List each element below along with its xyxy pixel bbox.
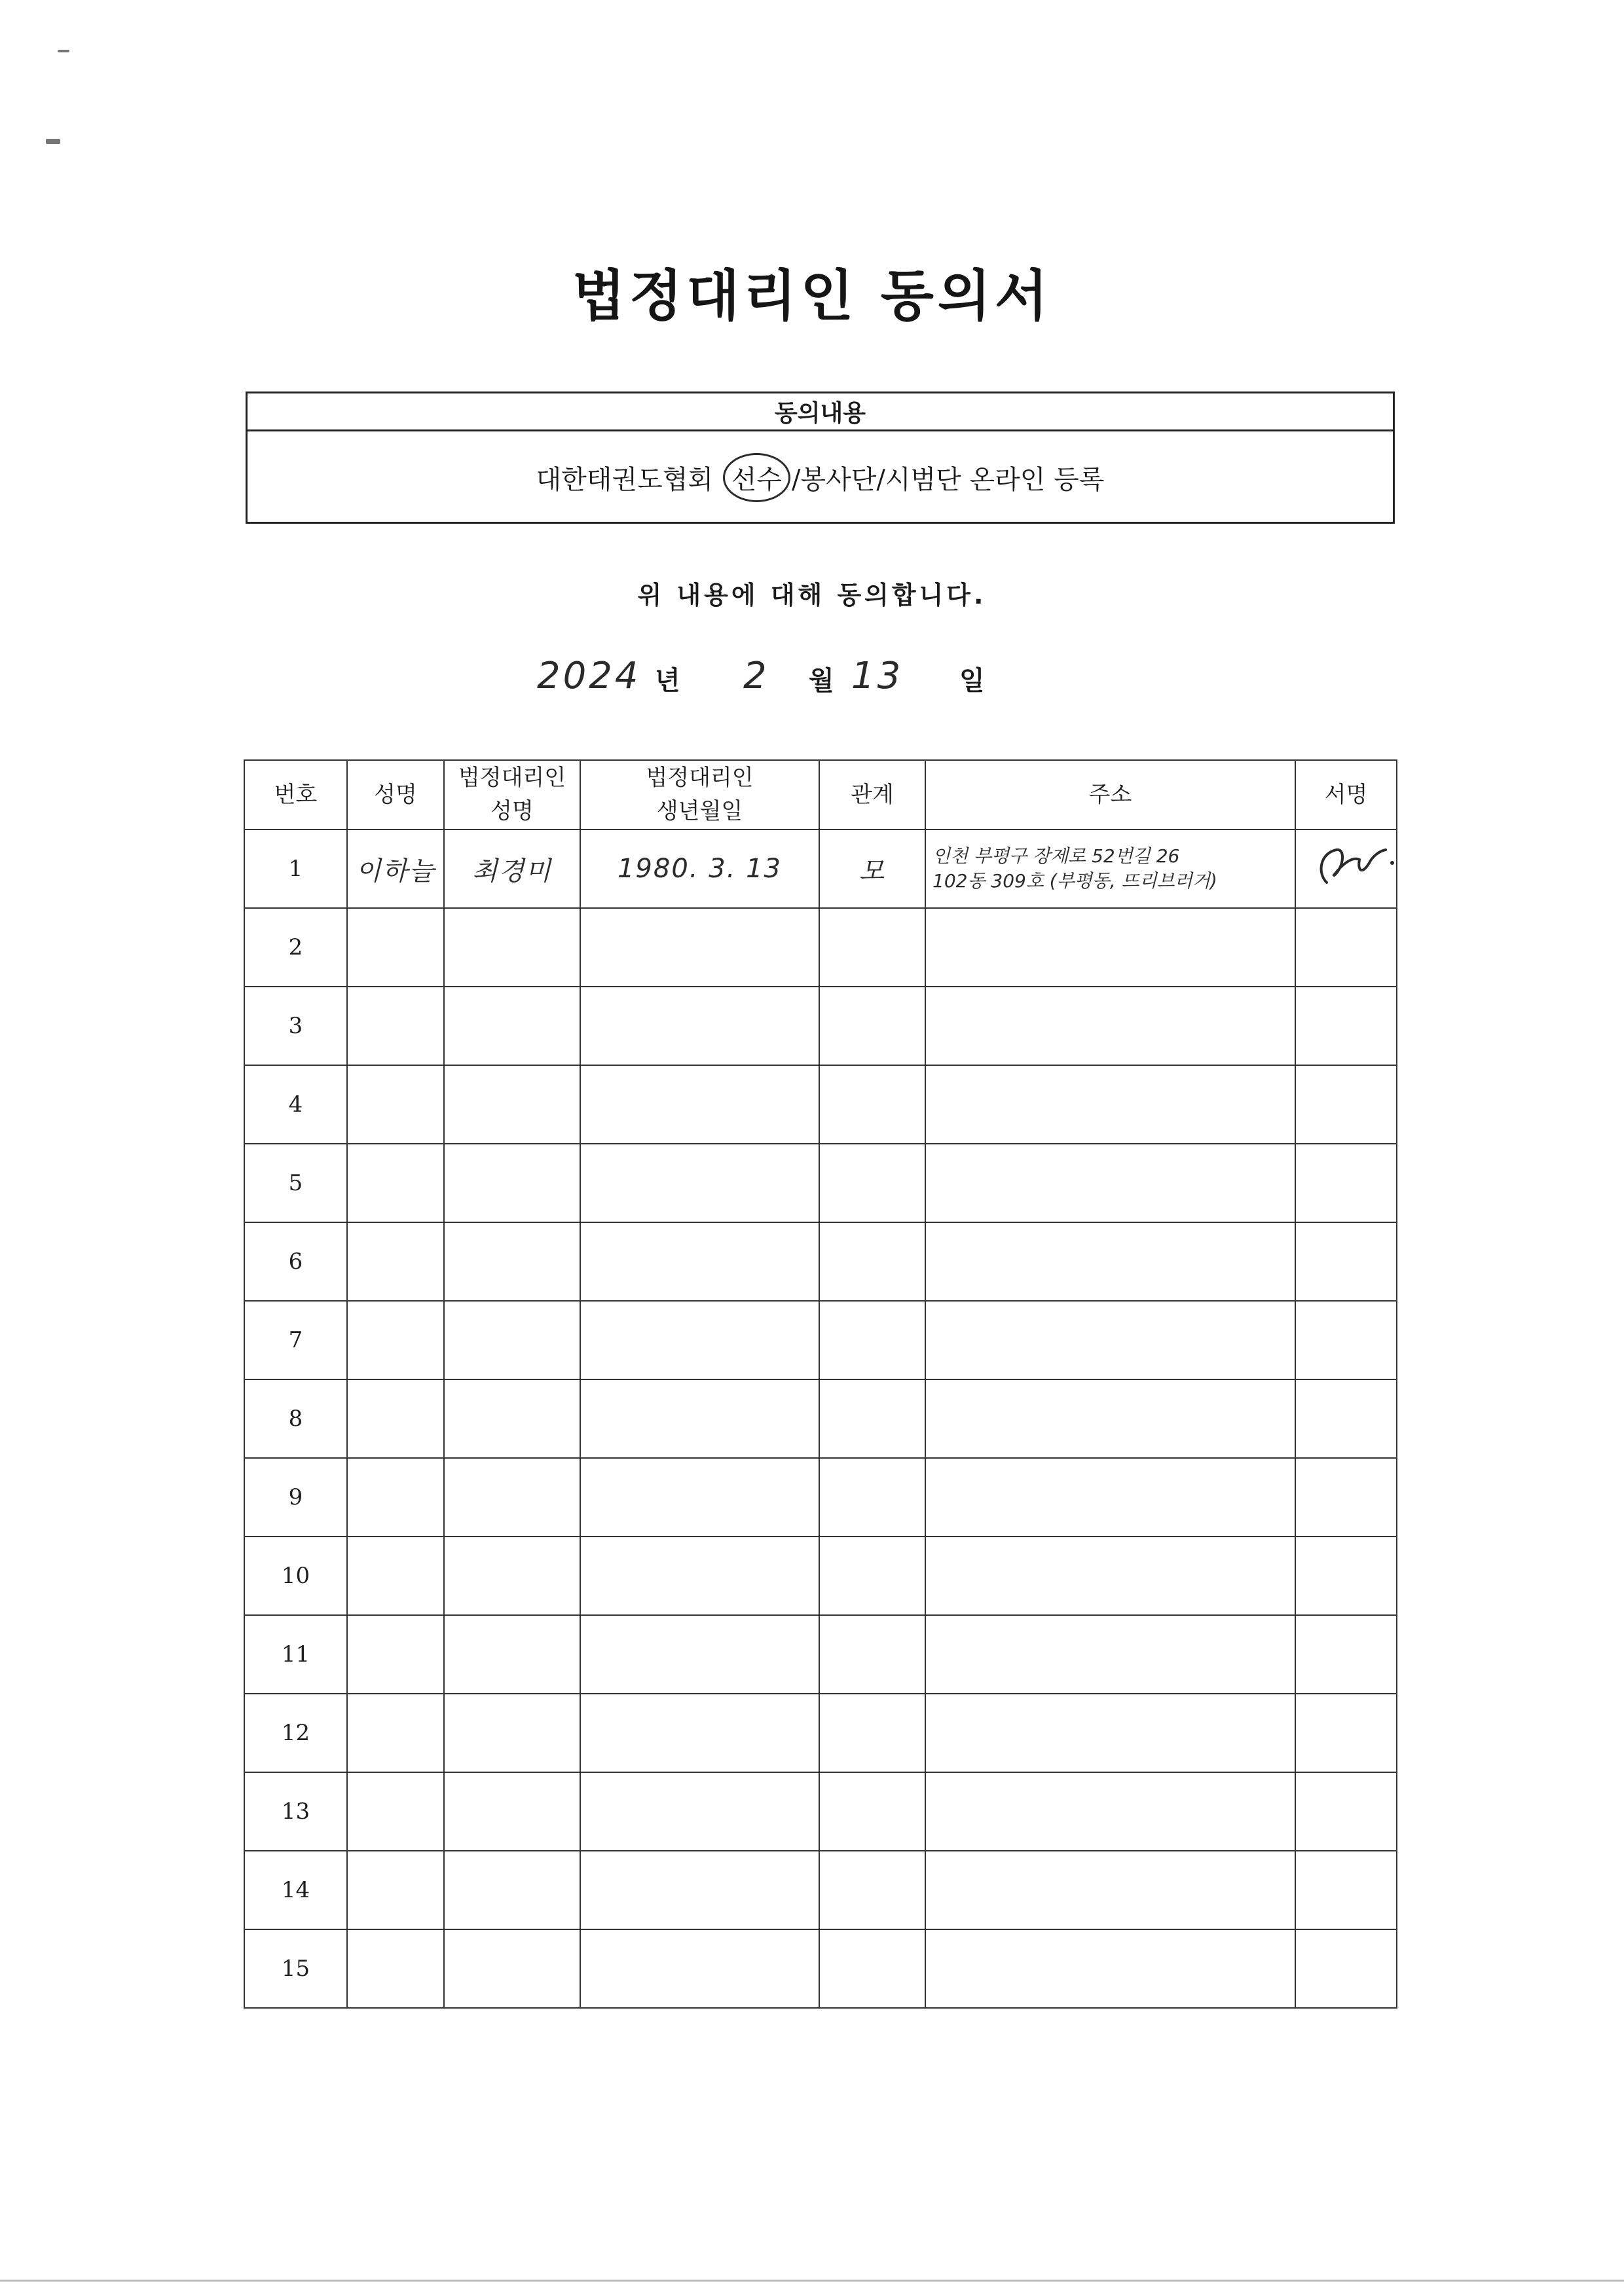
cell-guardian-birth xyxy=(580,1379,819,1458)
header-guardian-birth xyxy=(580,760,819,829)
cell-guardian-birth xyxy=(580,1615,819,1694)
cell-name xyxy=(347,1458,444,1537)
cell-number xyxy=(244,1144,347,1222)
cell-number-value: 1 xyxy=(288,856,303,882)
cell-signature xyxy=(1295,1851,1397,1929)
table-row xyxy=(244,987,1397,1065)
cell-number xyxy=(244,1615,347,1694)
cell-signature xyxy=(1295,1222,1397,1301)
date-year: 2024 xyxy=(537,655,641,697)
table-row xyxy=(244,1851,1397,1929)
cell-guardian-name-value: 최경미 xyxy=(472,856,552,886)
cell-name xyxy=(347,1065,444,1144)
cell-number xyxy=(244,1929,347,2008)
cell-name xyxy=(347,908,444,987)
cell-number xyxy=(244,1222,347,1301)
scan-speck xyxy=(58,50,69,52)
cell-relation xyxy=(819,1537,925,1615)
cell-name-value: 이하늘 xyxy=(356,856,435,886)
cell-number xyxy=(244,1065,347,1144)
cell-number-value: 8 xyxy=(288,1406,303,1432)
cell-guardian-birth xyxy=(580,1144,819,1222)
cell-guardian-name xyxy=(444,1694,580,1772)
cell-address xyxy=(925,1537,1295,1615)
table-row xyxy=(244,1301,1397,1379)
cell-relation xyxy=(819,1222,925,1301)
table-row xyxy=(244,1144,1397,1222)
cell-number-value: 14 xyxy=(281,1877,310,1903)
date-row xyxy=(0,655,1624,707)
cell-name xyxy=(347,1851,444,1929)
table-row xyxy=(244,1772,1397,1851)
cell-guardian-name xyxy=(444,908,580,987)
cell-signature xyxy=(1295,1065,1397,1144)
cell-address xyxy=(925,1144,1295,1222)
cell-address xyxy=(925,1301,1295,1379)
consent-box xyxy=(246,392,1395,524)
cell-relation xyxy=(819,1615,925,1694)
cell-guardian-name xyxy=(444,1772,580,1851)
cell-address xyxy=(925,1458,1295,1537)
table-row xyxy=(244,829,1397,908)
date-year-label: 년 xyxy=(655,666,680,696)
cell-number xyxy=(244,1537,347,1615)
consent-header: 동의내용 xyxy=(248,393,1393,431)
cell-relation xyxy=(819,1065,925,1144)
cell-number-value: 9 xyxy=(288,1484,303,1510)
cell-signature xyxy=(1295,987,1397,1065)
cell-relation xyxy=(819,1144,925,1222)
cell-relation xyxy=(819,1379,925,1458)
cell-guardian-name xyxy=(444,987,580,1065)
cell-guardian-name xyxy=(444,1537,580,1615)
cell-signature xyxy=(1295,1301,1397,1379)
table-row xyxy=(244,1537,1397,1615)
cell-relation xyxy=(819,908,925,987)
cell-guardian-birth xyxy=(580,1929,819,2008)
cell-address xyxy=(925,1694,1295,1772)
cell-guardian-birth xyxy=(580,1537,819,1615)
cell-guardian-name xyxy=(444,1851,580,1929)
consent-text xyxy=(536,453,1105,502)
cell-guardian-birth xyxy=(580,987,819,1065)
cell-number-value: 12 xyxy=(281,1720,310,1746)
cell-guardian-birth xyxy=(580,1458,819,1537)
cell-relation xyxy=(819,1301,925,1379)
cell-name xyxy=(347,1694,444,1772)
cell-signature xyxy=(1295,1144,1397,1222)
cell-guardian-birth xyxy=(580,829,819,908)
cell-guardian-birth xyxy=(580,1222,819,1301)
cell-relation xyxy=(819,1458,925,1537)
cell-address xyxy=(925,1929,1295,2008)
cell-name xyxy=(347,1222,444,1301)
consent-text-row xyxy=(248,431,1393,524)
cell-guardian-birth xyxy=(580,1065,819,1144)
header-guardian-name-line1: 법정대리인 xyxy=(458,765,566,791)
cell-number-value: 6 xyxy=(288,1248,303,1275)
cell-relation xyxy=(819,829,925,908)
cell-number xyxy=(244,829,347,908)
cell-address xyxy=(925,908,1295,987)
cell-number xyxy=(244,1772,347,1851)
cell-guardian-birth xyxy=(580,1301,819,1379)
header-signature: 서명 xyxy=(1295,760,1397,829)
cell-name xyxy=(347,987,444,1065)
cell-guardian-birth xyxy=(580,1772,819,1851)
cell-name xyxy=(347,1379,444,1458)
table-row xyxy=(244,908,1397,987)
signature-mark xyxy=(1297,837,1395,896)
consent-text-before: 대한태권도협회 xyxy=(536,465,722,495)
scan-speck xyxy=(46,139,60,144)
cell-signature xyxy=(1295,1772,1397,1851)
cell-relation xyxy=(819,1929,925,2008)
cell-guardian-name xyxy=(444,829,580,908)
header-address: 주소 xyxy=(925,760,1295,829)
cell-number-value: 15 xyxy=(281,1956,310,1982)
cell-guardian-birth xyxy=(580,908,819,987)
cell-number-value: 10 xyxy=(281,1563,310,1589)
circled-option: 선수 xyxy=(723,453,790,502)
address-line-2: 102동 309호 (부평동, 뜨리브러거) xyxy=(932,870,1217,892)
consent-text-after: /봉사단/시범단 온라인 등록 xyxy=(792,465,1105,495)
table-row xyxy=(244,1379,1397,1458)
cell-name xyxy=(347,1537,444,1615)
cell-relation xyxy=(819,987,925,1065)
cell-signature xyxy=(1295,1537,1397,1615)
table-row xyxy=(244,1929,1397,2008)
cell-number-value: 2 xyxy=(288,934,303,960)
cell-number-value: 4 xyxy=(288,1091,303,1118)
cell-address xyxy=(925,1065,1295,1144)
cell-address xyxy=(925,1615,1295,1694)
cell-number xyxy=(244,1851,347,1929)
cell-signature xyxy=(1295,1694,1397,1772)
guardian-table xyxy=(244,759,1397,2009)
date-day-label: 일 xyxy=(959,666,985,696)
cell-address xyxy=(925,987,1295,1065)
cell-address xyxy=(925,1772,1295,1851)
table-row xyxy=(244,1458,1397,1537)
table-row xyxy=(244,1222,1397,1301)
page-title: 법정대리인 동의서 xyxy=(572,263,1052,328)
cell-name xyxy=(347,829,444,908)
cell-relation xyxy=(819,1694,925,1772)
cell-number xyxy=(244,1694,347,1772)
cell-address xyxy=(925,829,1295,908)
cell-relation-value: 모 xyxy=(858,856,886,886)
header-guardian-name-line2: 성명 xyxy=(490,798,534,824)
cell-guardian-name xyxy=(444,1065,580,1144)
cell-address xyxy=(925,1851,1295,1929)
cell-name xyxy=(347,1772,444,1851)
header-number: 번호 xyxy=(244,760,347,829)
date-month-label: 월 xyxy=(809,666,834,696)
cell-guardian-name xyxy=(444,1929,580,2008)
cell-name xyxy=(347,1929,444,2008)
agreement-statement: 위 내용에 대해 동의합니다. xyxy=(637,581,987,610)
cell-relation xyxy=(819,1851,925,1929)
cell-guardian-name xyxy=(444,1379,580,1458)
header-guardian-birth-line2: 생년월일 xyxy=(656,798,743,824)
cell-number xyxy=(244,1458,347,1537)
address-line-1: 인천 부평구 장제로 52번길 26 xyxy=(932,845,1180,867)
cell-number-value: 11 xyxy=(281,1641,310,1667)
cell-guardian-birth xyxy=(580,1694,819,1772)
cell-number xyxy=(244,987,347,1065)
header-relation: 관계 xyxy=(819,760,925,829)
cell-number-value: 7 xyxy=(288,1327,303,1353)
header-guardian-name xyxy=(444,760,580,829)
cell-relation xyxy=(819,1772,925,1851)
cell-number xyxy=(244,1379,347,1458)
scan-edge-line xyxy=(0,2280,1624,2282)
cell-number-value: 3 xyxy=(288,1013,303,1039)
cell-signature xyxy=(1295,1929,1397,2008)
cell-guardian-name xyxy=(444,1615,580,1694)
date-month: 2 xyxy=(743,655,769,697)
cell-guardian-name xyxy=(444,1458,580,1537)
cell-guardian-name xyxy=(444,1144,580,1222)
cell-name xyxy=(347,1301,444,1379)
table-header-row xyxy=(244,760,1397,829)
cell-number xyxy=(244,1301,347,1379)
cell-guardian-birth xyxy=(580,1851,819,1929)
table-row xyxy=(244,1694,1397,1772)
cell-address xyxy=(925,1222,1295,1301)
cell-signature xyxy=(1295,829,1397,908)
cell-guardian-birth-value: 1980. 3. 13 xyxy=(617,854,782,884)
table-row xyxy=(244,1065,1397,1144)
cell-number-value: 13 xyxy=(281,1798,310,1825)
header-guardian-birth-line1: 법정대리인 xyxy=(646,765,754,791)
cell-name xyxy=(347,1144,444,1222)
cell-name xyxy=(347,1615,444,1694)
header-name: 성명 xyxy=(347,760,444,829)
table-row xyxy=(244,1615,1397,1694)
cell-number xyxy=(244,908,347,987)
cell-guardian-name xyxy=(444,1301,580,1379)
cell-signature xyxy=(1295,1458,1397,1537)
cell-guardian-name xyxy=(444,1222,580,1301)
cell-number-value: 5 xyxy=(288,1170,303,1196)
cell-signature xyxy=(1295,908,1397,987)
date-day: 13 xyxy=(851,655,904,697)
cell-signature xyxy=(1295,1379,1397,1458)
cell-address xyxy=(925,1379,1295,1458)
cell-signature xyxy=(1295,1615,1397,1694)
